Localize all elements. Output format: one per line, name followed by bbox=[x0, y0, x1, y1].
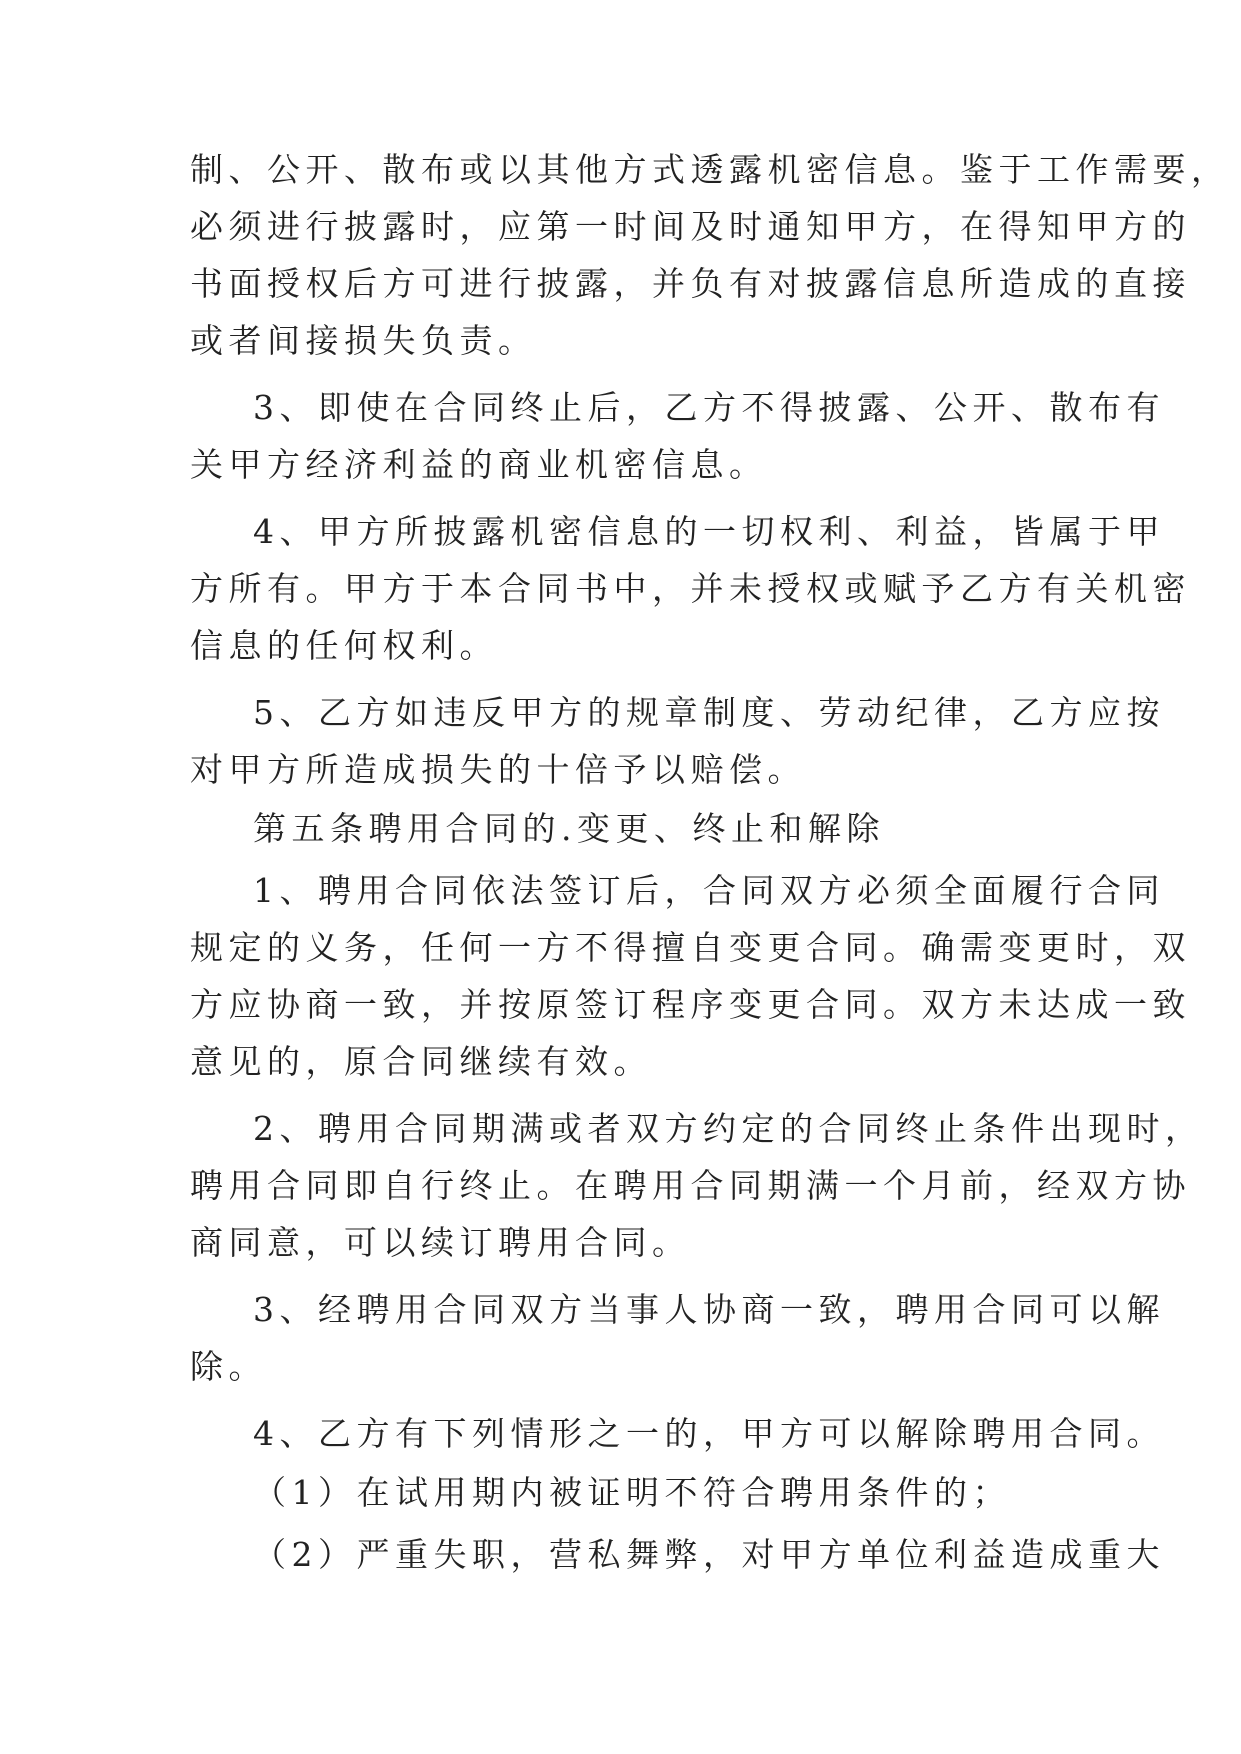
text-line: 方应协商一致，并按原签订程序变更合同。双方未达成一致 bbox=[190, 985, 1191, 1024]
text-line: 对甲方所造成损失的十倍予以赔偿。 bbox=[190, 750, 806, 789]
text-line: 商同意，可以续订聘用合同。 bbox=[190, 1223, 691, 1262]
paragraph-start-line: 3、经聘用合同双方当事人协商一致，聘用合同可以解 bbox=[253, 1290, 1165, 1329]
paragraph-start-line: 5、乙方如违反甲方的规章制度、劳动纪律，乙方应按 bbox=[253, 693, 1165, 732]
text-line: 制、公开、散布或以其他方式透露机密信息。鉴于工作需要， bbox=[190, 150, 1230, 189]
paragraph-start-line: 1、聘用合同依法签订后，合同双方必须全面履行合同 bbox=[253, 871, 1165, 910]
text-line: 聘用合同即自行终止。在聘用合同期满一个月前，经双方协 bbox=[190, 1166, 1191, 1205]
section-heading: 第五条聘用合同的.变更、终止和解除 bbox=[253, 809, 885, 848]
text-line: 除。 bbox=[190, 1347, 267, 1386]
text-line: 或者间接损失负责。 bbox=[190, 321, 537, 360]
text-line: 信息的任何权利。 bbox=[190, 626, 498, 665]
text-line: 必须进行披露时，应第一时间及时通知甲方，在得知甲方的 bbox=[190, 207, 1191, 246]
paragraph-start-line: 3、即使在合同终止后，乙方不得披露、公开、散布有 bbox=[253, 388, 1165, 427]
paragraph-start-line: 4、乙方有下列情形之一的，甲方可以解除聘用合同。 bbox=[253, 1414, 1165, 1453]
text-line: 规定的义务，任何一方不得擅自变更合同。确需变更时，双 bbox=[190, 928, 1191, 967]
text-line: 书面授权后方可进行披露，并负有对披露信息所造成的直接 bbox=[190, 264, 1191, 303]
text-line: 意见的，原合同继续有效。 bbox=[190, 1042, 652, 1081]
paragraph-start-line: 4、甲方所披露机密信息的一切权利、利益，皆属于甲 bbox=[253, 512, 1165, 551]
list-item: （1）在试用期内被证明不符合聘用条件的； bbox=[253, 1473, 1011, 1512]
paragraph-start-line: 2、聘用合同期满或者双方约定的合同终止条件出现时， bbox=[253, 1109, 1204, 1148]
text-line: 方所有。甲方于本合同书中，并未授权或赋予乙方有关机密 bbox=[190, 569, 1191, 608]
text-line: 关甲方经济利益的商业机密信息。 bbox=[190, 445, 768, 484]
list-item: （2）严重失职，营私舞弊，对甲方单位利益造成重大 bbox=[253, 1535, 1165, 1574]
